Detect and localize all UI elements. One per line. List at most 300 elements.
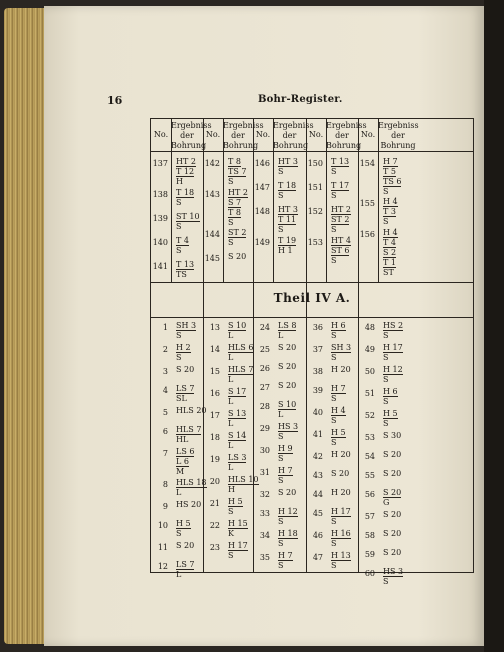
bohrung-result — [228, 228, 246, 247]
result-line: S — [383, 577, 389, 586]
result-line: T 4 — [176, 236, 189, 245]
result-line: S — [176, 331, 182, 340]
result-line: HLS 7 — [228, 365, 254, 374]
entry-number: 34 — [259, 531, 270, 540]
bohrung-result — [228, 497, 243, 516]
bohrung-result — [331, 236, 351, 265]
bohrung-result — [383, 548, 401, 557]
result-line: S 20 — [176, 365, 195, 374]
entry-number: 18 — [209, 433, 220, 442]
bohrung-result — [176, 321, 196, 340]
entry-number: 57 — [364, 512, 375, 521]
entry-number: 58 — [364, 531, 375, 540]
bohrung-result — [228, 365, 253, 384]
bohrung-result — [176, 384, 194, 403]
bohrung-result — [278, 400, 296, 419]
result-line: S — [176, 353, 182, 362]
entry-number: 28 — [259, 402, 270, 411]
bohrung-result — [331, 181, 349, 200]
bohrung-result — [383, 469, 401, 478]
bohrung-result — [278, 157, 298, 176]
entry-number: 35 — [259, 553, 270, 562]
entry-number: 50 — [364, 367, 375, 376]
book-spine — [484, 0, 504, 652]
result-line: S — [331, 394, 337, 403]
result-line: S 10 — [278, 400, 297, 409]
result-line: L — [228, 375, 234, 384]
bohrung-result — [331, 450, 351, 459]
result-line: L — [278, 331, 284, 340]
entry-number: 155 — [359, 199, 375, 208]
bohrung-result — [331, 469, 349, 478]
result-line: S 20 — [383, 469, 402, 478]
entry-number: 22 — [209, 521, 220, 530]
entry-number: 17 — [209, 411, 220, 420]
result-line: HLS 20 — [176, 406, 207, 415]
entry-number: 39 — [312, 386, 323, 395]
result-line: S 20 — [278, 488, 297, 497]
result-line: S — [383, 375, 389, 384]
result-line: HLS 10 — [228, 475, 259, 484]
bohrung-result — [383, 321, 403, 340]
entry-number: 154 — [359, 159, 375, 168]
result-line: L — [278, 410, 284, 419]
result-line: H 18 — [278, 529, 298, 538]
result-line: H 7 — [383, 157, 398, 166]
result-line: S 7 — [228, 198, 242, 207]
header-ergebniss: Ergebniss der Bohrung — [326, 121, 367, 150]
result-line: H 5 — [228, 497, 243, 506]
bohrung-result — [331, 529, 351, 548]
result-line: HT 2 — [331, 205, 351, 214]
result-line: H — [176, 177, 183, 186]
result-line: S — [331, 331, 337, 340]
result-line: S — [228, 218, 234, 227]
result-line: S — [278, 191, 284, 200]
entry-number: 140 — [152, 238, 168, 247]
entry-number: 52 — [364, 411, 375, 420]
entry-number: 23 — [209, 543, 220, 552]
result-line: H 12 — [383, 365, 403, 374]
result-line: S — [228, 551, 234, 560]
result-line: T 17 — [331, 181, 350, 190]
bohrung-result — [176, 157, 196, 186]
entry-number: 144 — [204, 230, 220, 239]
result-line: H 16 — [331, 529, 351, 538]
entry-number: 60 — [364, 569, 375, 578]
result-line: H — [228, 485, 235, 494]
result-line: S — [331, 191, 337, 200]
result-line: T 4 — [383, 238, 396, 247]
result-line: H 5 — [176, 519, 191, 528]
result-line: ST 2 — [228, 228, 247, 237]
result-line: HT 2 — [176, 157, 196, 166]
result-line: TS 6 — [383, 177, 402, 186]
entry-number: 59 — [364, 550, 375, 559]
entry-number: 139 — [152, 214, 168, 223]
result-line: T 13 — [176, 260, 195, 269]
result-line: S — [331, 225, 337, 234]
result-line: T 13 — [331, 157, 350, 166]
result-line: S 13 — [228, 409, 247, 418]
entry-number: 36 — [312, 323, 323, 332]
bohrung-result — [331, 365, 351, 374]
result-line: H 15 — [228, 519, 248, 528]
result-line: HLS 6 — [228, 343, 254, 352]
bohrung-result — [383, 387, 398, 406]
bohr-register-table — [150, 118, 474, 586]
entry-number: 32 — [259, 490, 270, 499]
bohrung-result — [331, 551, 351, 570]
bohrung-result — [331, 507, 351, 526]
entry-number: 26 — [259, 364, 270, 373]
bohrung-result — [383, 343, 403, 362]
result-line: S 2 — [383, 248, 397, 257]
result-line: S 20 — [383, 488, 402, 497]
result-line: S — [176, 529, 182, 538]
result-line: H 7 — [278, 466, 293, 475]
result-line: ST 6 — [331, 246, 350, 255]
result-line: LS 8 — [278, 321, 297, 330]
bohrung-result — [278, 343, 296, 352]
entry-number: 7 — [162, 449, 168, 458]
result-line: H 17 — [228, 541, 248, 550]
entry-number: 2 — [162, 345, 168, 354]
entry-number: 45 — [312, 509, 323, 518]
result-line: S — [331, 438, 337, 447]
entry-number: 14 — [209, 345, 220, 354]
result-line: H 7 — [278, 551, 293, 560]
bohrung-result — [331, 157, 349, 176]
bohrung-result — [278, 466, 293, 485]
header-ergebniss: Ergebniss der Bohrung — [273, 121, 314, 150]
entry-number: 13 — [209, 323, 220, 332]
entry-number: 1 — [162, 323, 168, 332]
entry-number: 156 — [359, 230, 375, 239]
result-line: S — [278, 561, 284, 570]
header-no: No. — [153, 130, 169, 139]
result-line: H 9 — [278, 444, 293, 453]
entry-number: 137 — [152, 159, 168, 168]
bohrung-result — [383, 567, 403, 586]
page-number: 16 — [107, 94, 123, 107]
entry-number: 48 — [364, 323, 375, 332]
entry-number: 31 — [259, 468, 270, 477]
bohrung-result — [176, 236, 189, 255]
result-line: S 20 — [383, 548, 402, 557]
header-no: No. — [205, 130, 221, 139]
bohrung-result — [383, 228, 398, 277]
result-line: H 13 — [331, 551, 351, 560]
result-line: S 17 — [228, 387, 247, 396]
bohrung-result — [278, 236, 296, 255]
entry-number: 44 — [312, 490, 323, 499]
result-line: S — [228, 177, 234, 186]
result-line: S — [278, 539, 284, 548]
result-line: M — [176, 467, 185, 476]
result-line: S 20 — [331, 469, 350, 478]
result-line: H 7 — [331, 384, 346, 393]
page-edges — [4, 8, 44, 644]
entry-number: 37 — [312, 345, 323, 354]
bohrung-result — [176, 212, 200, 231]
entry-number: 24 — [259, 323, 270, 332]
bohrung-result — [176, 541, 194, 550]
result-line: L 6 — [176, 457, 189, 466]
entry-number: 8 — [162, 480, 168, 489]
result-line: HS 3 — [383, 567, 404, 576]
bohrung-result — [383, 409, 398, 428]
result-line: S — [383, 331, 389, 340]
entry-number: 46 — [312, 531, 323, 540]
entry-number: 29 — [259, 424, 270, 433]
entry-number: 146 — [254, 159, 270, 168]
result-line: T 19 — [278, 236, 297, 245]
entry-number: 10 — [157, 521, 168, 530]
running-head: Bohr-Register. — [258, 94, 343, 105]
bohrung-result — [228, 252, 246, 261]
entry-number: 149 — [254, 238, 270, 247]
result-line: G — [383, 498, 390, 507]
entry-number: 49 — [364, 345, 375, 354]
entry-number: 51 — [364, 389, 375, 398]
bohrung-result — [331, 343, 351, 362]
entry-number: 40 — [312, 408, 323, 417]
bohrung-result — [383, 197, 398, 226]
result-line: H 17 — [383, 343, 403, 352]
result-line: S — [331, 353, 337, 362]
entry-number: 11 — [157, 543, 168, 552]
result-line: S — [331, 256, 337, 265]
result-line: H 4 — [331, 406, 346, 415]
header-no: No. — [360, 130, 376, 139]
result-line: S — [176, 222, 182, 231]
result-line: H 2 — [176, 343, 191, 352]
result-line: S 20 — [278, 362, 297, 371]
result-line: S — [331, 416, 337, 425]
bohrung-result — [176, 343, 191, 362]
result-line: L — [228, 441, 234, 450]
result-line: T 1 — [383, 258, 396, 267]
section-divider-bottom — [151, 317, 473, 318]
result-line: HS 20 — [176, 500, 202, 509]
entry-number: 5 — [162, 408, 168, 417]
bohrung-result — [278, 321, 296, 340]
result-line: H 6 — [383, 387, 398, 396]
result-line: S 20 — [383, 450, 402, 459]
bohrung-result — [176, 560, 194, 579]
bohrung-result — [176, 447, 194, 476]
result-line: SL — [176, 394, 187, 403]
bohrung-result — [383, 510, 401, 519]
result-line: H 4 — [383, 228, 398, 237]
entry-number: 4 — [162, 386, 168, 395]
bohrung-result — [228, 453, 246, 472]
result-line: S — [383, 187, 389, 196]
result-line: H 5 — [331, 428, 346, 437]
entry-number: 148 — [254, 207, 270, 216]
bohrung-result — [278, 422, 298, 441]
result-line: HLS 18 — [176, 478, 207, 487]
header-ergebniss: Ergebniss der Bohrung — [223, 121, 264, 150]
result-line: H 5 — [383, 409, 398, 418]
result-line: S — [278, 432, 284, 441]
result-line: L — [176, 570, 182, 579]
entry-number: 20 — [209, 477, 220, 486]
result-line: H 20 — [331, 488, 351, 497]
entry-number: 42 — [312, 452, 323, 461]
bohrung-result — [228, 409, 246, 428]
entry-number: 41 — [312, 430, 323, 439]
bohrung-result — [278, 362, 296, 371]
result-line: HS 2 — [383, 321, 404, 330]
header-ergebniss: Ergebniss der Bohrung — [378, 121, 419, 150]
result-line: T 5 — [383, 167, 396, 176]
result-line: H 4 — [383, 197, 398, 206]
entry-number: 151 — [307, 183, 323, 192]
result-line: LS 7 — [176, 384, 195, 393]
entry-number: 15 — [209, 367, 220, 376]
result-line: S 30 — [383, 431, 402, 440]
bohrung-result — [176, 188, 194, 207]
result-line: T 11 — [278, 215, 297, 224]
bohrung-result — [278, 488, 296, 497]
result-line: T 8 — [228, 157, 241, 166]
bohrung-result — [278, 507, 298, 526]
result-line: L — [228, 397, 234, 406]
result-line: S — [278, 517, 284, 526]
entry-number: 16 — [209, 389, 220, 398]
section-title: Theil IV A. — [273, 291, 351, 305]
bohrung-result — [278, 444, 293, 463]
entry-number: 53 — [364, 433, 375, 442]
entry-number: 43 — [312, 471, 323, 480]
result-line: SH 3 — [176, 321, 197, 330]
result-line: HLS 7 — [176, 425, 202, 434]
result-line: S — [383, 397, 389, 406]
result-line: LS 3 — [228, 453, 247, 462]
entry-number: 33 — [259, 509, 270, 518]
bohrung-result — [278, 181, 296, 200]
bohrung-result — [228, 157, 246, 186]
result-line: HT 2 — [228, 188, 248, 197]
entry-number: 12 — [157, 562, 168, 571]
result-line: S — [331, 167, 337, 176]
result-line: S 20 — [228, 252, 247, 261]
result-line: LS 7 — [176, 560, 195, 569]
entry-number: 147 — [254, 183, 270, 192]
result-line: S — [176, 246, 182, 255]
result-line: HL — [176, 435, 189, 444]
bohrung-result — [278, 551, 293, 570]
bohrung-result — [278, 205, 298, 234]
result-line: HT 4 — [331, 236, 351, 245]
result-line: HT 3 — [278, 205, 298, 214]
entry-number: 6 — [162, 427, 168, 436]
bohrung-result — [331, 428, 346, 447]
entry-number: 47 — [312, 553, 323, 562]
result-line: K — [228, 529, 234, 538]
bohrung-result — [383, 431, 401, 440]
result-line: HT 3 — [278, 157, 298, 166]
bohrung-result — [383, 365, 403, 384]
bohrung-result — [228, 541, 248, 560]
result-line: S — [331, 539, 337, 548]
bohrung-result — [176, 519, 191, 538]
entry-number: 25 — [259, 345, 270, 354]
result-line: S — [383, 353, 389, 362]
bohrung-result — [228, 387, 246, 406]
result-line: S 20 — [176, 541, 195, 550]
result-line: H 17 — [331, 507, 351, 516]
result-line: L — [228, 463, 234, 472]
result-line: T 8 — [228, 208, 241, 217]
bohrung-result — [228, 188, 248, 227]
result-line: S — [383, 419, 389, 428]
bohrung-result — [228, 321, 246, 340]
bohrung-result — [331, 321, 346, 340]
entry-number: 150 — [307, 159, 323, 168]
bohrung-result — [278, 381, 296, 390]
result-line: S — [228, 507, 234, 516]
result-line: H 6 — [331, 321, 346, 330]
entry-number: 138 — [152, 190, 168, 199]
header-ergebniss: Ergebniss der Bohrung — [171, 121, 212, 150]
result-line: L — [176, 488, 182, 497]
result-line: L — [228, 331, 234, 340]
bohrung-result — [331, 488, 351, 497]
result-line: ST — [383, 268, 394, 277]
result-line: H 12 — [278, 507, 298, 516]
entry-number: 21 — [209, 499, 220, 508]
bohrung-result — [383, 157, 401, 196]
bohrung-result — [331, 384, 346, 403]
bohrung-result — [176, 406, 207, 415]
result-line: TS 7 — [228, 167, 247, 176]
entry-number: 55 — [364, 471, 375, 480]
result-line: ST 2 — [331, 215, 350, 224]
result-line: ST 10 — [176, 212, 200, 221]
result-line: S — [331, 561, 337, 570]
result-line: T 12 — [176, 167, 195, 176]
entry-number: 3 — [162, 367, 168, 376]
bohrung-result — [176, 260, 194, 279]
bohrung-result — [383, 529, 401, 538]
section-divider-top — [151, 282, 473, 283]
result-line: T 18 — [176, 188, 195, 197]
result-line: S 20 — [278, 343, 297, 352]
result-line: S 10 — [228, 321, 247, 330]
result-line: L — [228, 353, 234, 362]
result-line: S — [176, 198, 182, 207]
entry-number: 143 — [204, 190, 220, 199]
result-line: H 1 — [278, 246, 293, 255]
entry-number: 38 — [312, 367, 323, 376]
result-line: H 20 — [331, 450, 351, 459]
bohrung-result — [331, 205, 351, 234]
entry-number: 30 — [259, 446, 270, 455]
entry-number: 54 — [364, 452, 375, 461]
result-line: TS — [176, 270, 187, 279]
bohrung-result — [383, 450, 401, 459]
entry-number: 153 — [307, 238, 323, 247]
result-line: H 20 — [331, 365, 351, 374]
header-no: No. — [308, 130, 324, 139]
result-line: S — [278, 454, 284, 463]
result-line: LS 6 — [176, 447, 195, 456]
entry-number: 142 — [204, 159, 220, 168]
result-line: SH 3 — [331, 343, 352, 352]
